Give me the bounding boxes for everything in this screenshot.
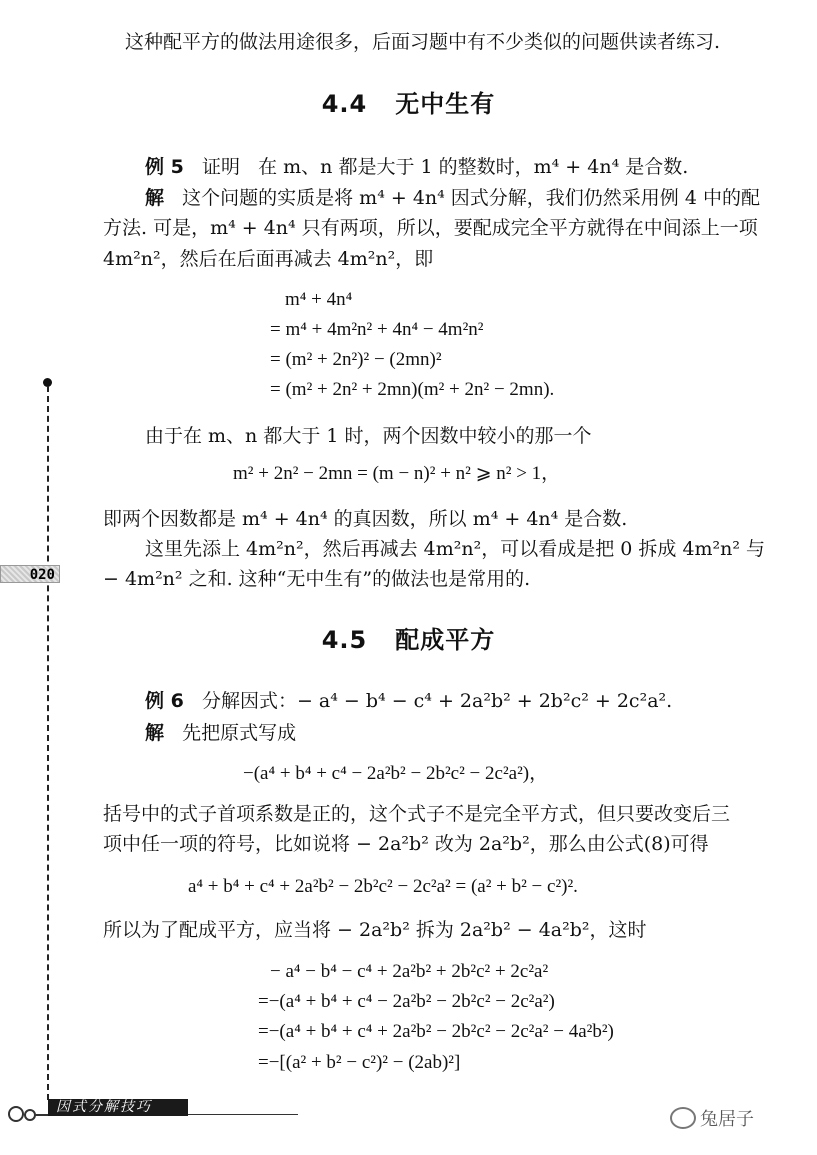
solution-text: 这个问题的实质是将 m⁴ + 4n⁴ 因式分解，我们仍然采用例 4 中的配 (182, 187, 760, 209)
section-number: 4.5 (321, 626, 368, 654)
equation-line: =−(a⁴ + b⁴ + c⁴ + 2a²b² − 2b²c² − 2c²a² − 4a²b²) (258, 1021, 614, 1042)
body-text: 即两个因数都是 m⁴ + 4n⁴ 的真因数，所以 m⁴ + 4n⁴ 是合数. (103, 508, 628, 530)
example-label: 例 5 (145, 156, 184, 178)
example-text: 在 m、n 都是大于 1 的整数时，m⁴ + 4n⁴ 是合数. (258, 156, 689, 178)
solution-line (145, 186, 760, 210)
example-text: 分解因式：− a⁴ − b⁴ − c⁴ + 2a²b² + 2b²c² + 2c²a². (201, 690, 673, 712)
section-heading-4-5 (0, 620, 817, 655)
section-title: 无中生有 (395, 90, 496, 118)
watermark: 兔居子 (700, 1109, 754, 1130)
example-5-statement (145, 155, 688, 179)
solution-line (145, 721, 296, 745)
equation-line: m⁴ + 4n⁴ (285, 289, 353, 310)
equation-line: −(a⁴ + b⁴ + c⁴ − 2a²b² − 2b²c² − 2c²a²)， (243, 763, 549, 784)
equation-line: =−[(a² + b² − c²)² − (2ab)²] (258, 1052, 461, 1073)
solution-line: 4m²n²，然后在后面再减去 4m²n²，即 (103, 248, 434, 270)
footer-ring-icon (8, 1106, 24, 1122)
section-number: 4.4 (321, 90, 368, 118)
page-number: 020 (0, 565, 60, 583)
inequality-line: m² + 2n² − 2mn = (m − n)² + n² ⩾ n² > 1， (233, 463, 561, 484)
solution-text: 先把原式写成 (182, 722, 297, 744)
example-6-statement (145, 689, 672, 713)
equation-line: = m⁴ + 4m²n² + 4n⁴ − 4m²n² (270, 319, 484, 340)
body-text: 项中任一项的符号，比如说将 − 2a²b² 改为 2a²b²，那么由公式(8)可得 (103, 833, 709, 855)
footer-rule (188, 1114, 298, 1115)
body-text: 所以为了配成平方，应当将 − 2a²b² 拆为 2a²b² − 4a²b²，这时 (103, 919, 647, 941)
body-text: 括号中的式子首项系数是正的，这个式子不是完全平方式，但只要改变后三 (103, 803, 731, 825)
footer-rule (34, 1114, 48, 1116)
equation-line: = (m² + 2n²)² − (2mn)² (270, 349, 442, 370)
example-label: 例 6 (145, 690, 184, 712)
intro-text: 这种配平方的做法用途很多，后面习题中有不少类似的问题供读者练习. (125, 31, 721, 53)
body-text: − 4m²n² 之和. 这种“无中生有”的做法也是常用的. (103, 568, 531, 590)
proof-tag: 证明 (201, 156, 240, 178)
footer-book-title: 因式分解技巧 (48, 1099, 188, 1116)
body-text: 由于在 m、n 都大于 1 时，两个因数中较小的那一个 (145, 425, 592, 447)
wechat-icon (670, 1107, 696, 1129)
solution-line: 方法. 可是，m⁴ + 4n⁴ 只有两项，所以，要配成完全平方就得在中间添上一项 (103, 217, 758, 239)
solution-label: 解 (145, 187, 165, 209)
section-heading-4-4 (0, 84, 817, 119)
section-title: 配成平方 (395, 626, 496, 654)
equation-line: =−(a⁴ + b⁴ + c⁴ − 2a²b² − 2b²c² − 2c²a²) (258, 991, 555, 1012)
equation-line: − a⁴ − b⁴ − c⁴ + 2a²b² + 2b²c² + 2c²a² (270, 961, 549, 982)
solution-label: 解 (145, 722, 165, 744)
equation-line: a⁴ + b⁴ + c⁴ + 2a²b² − 2b²c² − 2c²a² = (a² + b² − c²)². (188, 876, 578, 897)
equation-line: = (m² + 2n² + 2mn)(m² + 2n² − 2mn). (270, 379, 555, 400)
body-text: 这里先添上 4m²n²，然后再减去 4m²n²，可以看成是把 0 拆成 4m²n² 与 (145, 538, 766, 560)
margin-dashed-rule (47, 386, 49, 1100)
